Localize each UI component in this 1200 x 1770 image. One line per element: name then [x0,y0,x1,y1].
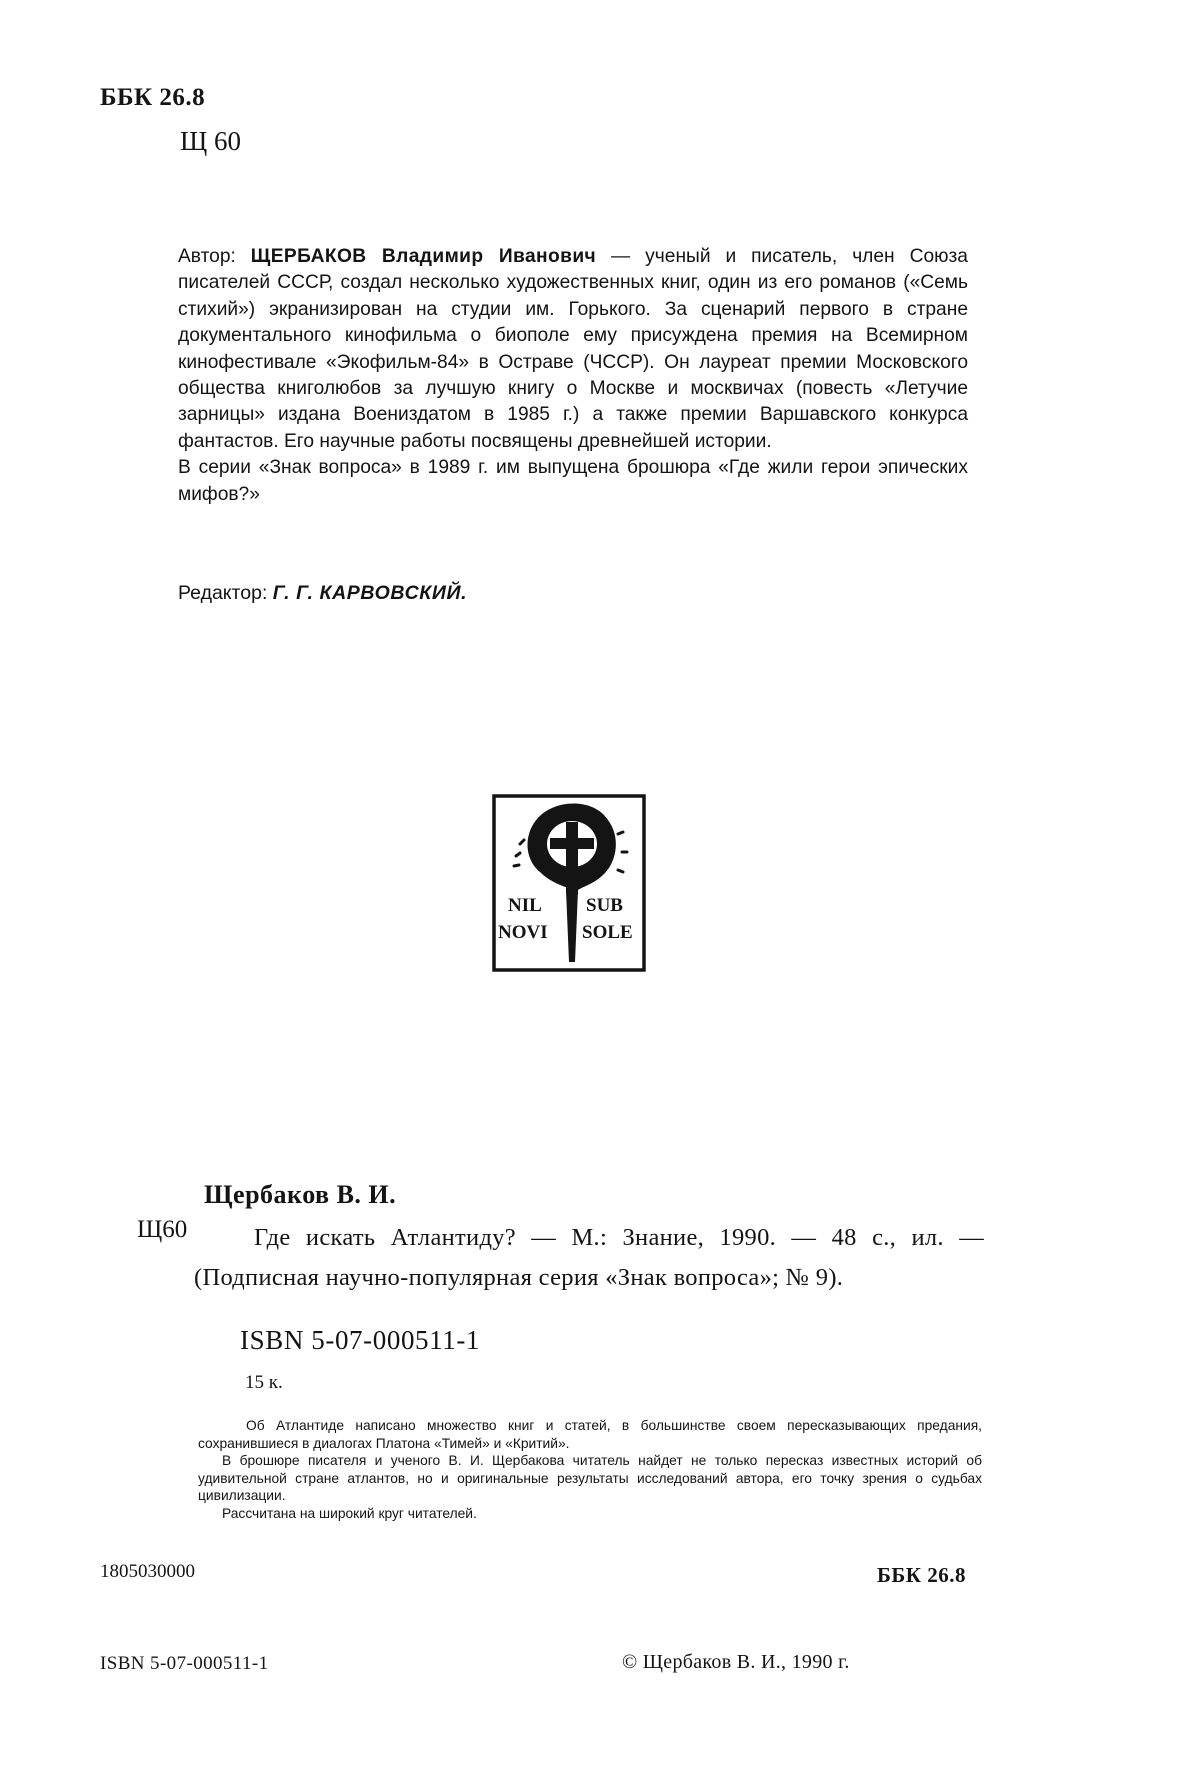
author-bio-text: — ученый и писатель, член Союза писателей СССР, создал несколько художественных книг, один из его романов («Семь стихий») экранизирован на студии им. Горького. За сценарий первого в стране документального кинофильма о биополе ему присуждена премия на Всемирном кинофестивале «Экофильм-84» в Остраве (ЧССР). Он лауреат премии Московского общества книголюбов за лучшую книгу о Москве и москвичах (повесть «Летучие зарницы» издана Воениздатом в 1985 г.) а также премии Варшавского конкурса фантастов. Его научные работы посвящены древнейшей истории. [178,246,968,452]
bibliography-isbn: ISBN 5-07-000511-1 [240,1325,481,1355]
logo-text-nil: NIL [508,895,542,916]
author-index-top: Щ 60 [180,126,241,156]
copyright-notice: © Щербаков В. И., 1990 г. [622,1651,850,1673]
author-name: ЩЕРБАКОВ Владимир Иванович [250,246,597,267]
author-note [178,244,968,508]
logo-text-novi: NOVI [498,922,548,943]
publisher-logo [492,794,646,972]
editor-line [178,582,467,605]
isbn-bottom: ISBN 5-07-000511-1 [100,1653,269,1674]
annotation-paragraph-3: Рассчитана на широкий круг читателей. [222,1505,477,1521]
author-series-note: В серии «Знак вопроса» в 1989 г. им выпущена брошюра «Где жили герои эпических мифов?» [178,457,968,505]
annotation [198,1417,982,1523]
editor-label: Редактор: [178,582,268,604]
bibliography-author: Щербаков В. И. [204,1180,397,1209]
price: 15 к. [245,1372,283,1393]
editor-name: Г. Г. КАРВОВСКИЙ. [272,582,468,604]
nil-sub-sole-novi-emblem-icon [492,794,646,972]
annotation-paragraph-1: Об Атлантиде написано множество книг и статей, в большинстве своем пересказывающих предания, сохранившиеся в диалогах Платона «Тимей» и «Критий». [198,1418,982,1451]
bbk-code-top: ББК 26.8 [100,84,206,111]
author-bio [178,244,968,455]
logo-text-sub: SUB [586,895,623,916]
logo-text-sole: SOLE [582,922,633,943]
author-label: Автор: [178,246,236,267]
bibliography-description: Где искать Атлантиду? — М.: Знание, 1990. — 48 с., ил. — (Подписная научно-популярная серия «Знак вопроса»; № 9). [194,1224,984,1291]
catalog-code: 1805030000 [100,1561,195,1582]
annotation-paragraph-2: В брошюре писателя и ученого В. И. Щербакова читатель найдет не только пересказ известных историй об удивительной стране атлантов, но и оригинальные результаты исследований автора, его точку зрения о судьбах цивилизации. [198,1453,982,1504]
bibliography-code: Щ60 [137,1216,188,1243]
bbk-code-bottom: ББК 26.8 [877,1563,966,1587]
